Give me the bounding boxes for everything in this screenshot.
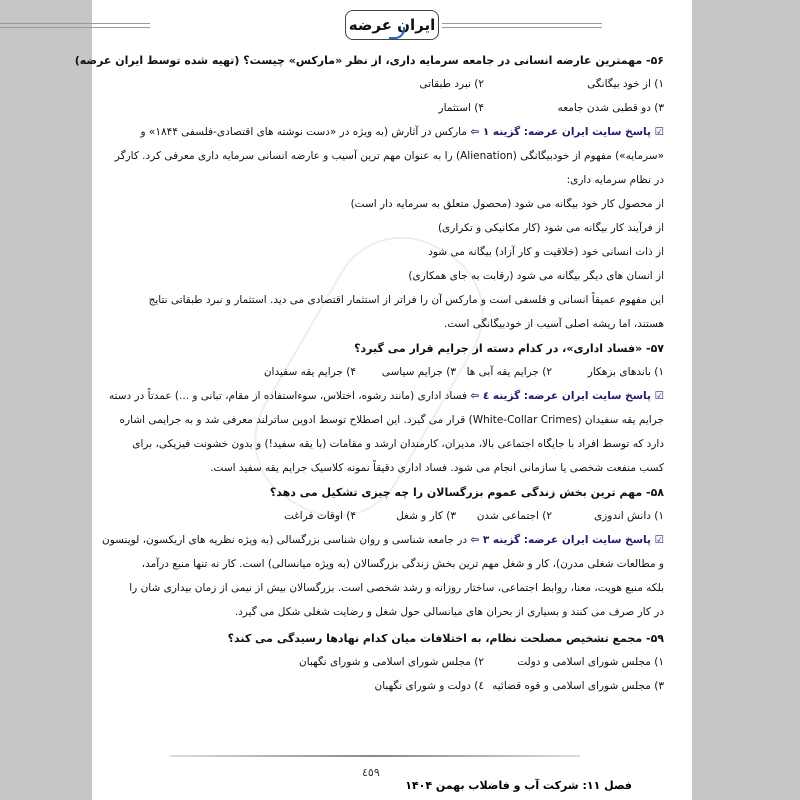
question-59-option-2: ۲) مجلس شورای اسلامی و شورای نگهبان <box>299 656 484 668</box>
page-header <box>92 0 692 50</box>
question-59-option-1: ۱) مجلس شورای اسلامی و دولت <box>517 656 664 668</box>
question-57-title: ۵۷- «فساد اداری»، در کدام دسته از جرایم قرار می گیرد؟ <box>354 342 664 355</box>
answer-57-line-3: دارد که توسط افراد با جایگاه اجتماعی بالا، مدیران، کارمندان ارشد و مقامات (با یقه سفید!) و بدون خشونت فیزیکی، برای <box>132 438 664 450</box>
answer-56-line-1: مارکس در آثارش (به ویژه در «دست نوشته های اقتصادی-فلسفی ۱۸۴۴» و <box>140 126 468 138</box>
question-57-option-4: ۴) جرایم یقه سفیدان <box>263 366 356 378</box>
question-56-title: ۵۶- مهمترین عارضه انسانی در جامعه سرمایه داری، از نظر «مارکس» چیست؟ (تهیه شده توسط ایران عرضه) <box>74 54 664 67</box>
answer-57-line-4: کسب منفعت شخصی یا سازمانی انجام می شود. فساد اداری دقیقاً نمونه کلاسیک جرایم یقه سفید است. <box>210 462 664 474</box>
footer-rule <box>170 755 580 757</box>
answer-57-label: ☑ پاسخ سایت ایران عرضه: گزینه ٤ ⇦ <box>470 390 664 402</box>
answer-58 <box>102 534 664 546</box>
question-59-option-4: ٤) دولت و شورای نگهبان <box>374 680 484 692</box>
question-56-option-1: ۱) از خود بیگانگی <box>587 78 664 90</box>
header-rule-left <box>0 23 150 28</box>
brand-logo <box>345 10 439 40</box>
answer-56-line-5: از فرآیند کار بیگانه می شود (کار مکانیکی و تکراری) <box>437 222 664 234</box>
answer-56-line-8: این مفهوم عمیقاً انسانی و فلسفی است و مارکس آن را فراتر از استثمار اقتصادی می دید. استثمار و نبرد طبقاتی نتایج <box>148 294 664 306</box>
question-57-option-3: ۳) جرایم سیاسی <box>381 366 456 378</box>
question-56-option-4: ۴) استثمار <box>438 102 484 114</box>
answer-56-line-3: در نظام سرمایه داری: <box>566 174 664 186</box>
header-rule-right <box>442 23 602 28</box>
answer-57-line-2: جرایم یقه سفیدان (White-Collar Crimes) قرار می گیرد. این اصطلاح توسط ادوین ساترلند معرفی شد و به جرایمی اشاره <box>119 414 664 426</box>
question-57-option-1: ۱) باندهای بزهکار <box>587 366 664 378</box>
document-page <box>74 0 692 800</box>
question-56-option-2: ۲) نبرد طبقاتی <box>419 78 484 90</box>
answer-58-line-3: بلکه منبع هویت، معنا، روابط اجتماعی، ساختار روزانه و رشد شخصی است. بزرگسالان بیش از نیمی از زمان بیداری شان را <box>129 582 664 594</box>
answer-56-line-2: «سرمایه») مفهوم از خودبیگانگی (Alienation) را به عنوان مهم ترین آسیب و عارضه انسانی سرمایه داری معرفی کرد. کارگر <box>114 150 664 162</box>
question-58-option-3: ۳) کار و شغل <box>396 510 456 522</box>
answer-58-line-4: در کار صرف می کنند و بسیاری از بحران های میانسالی حول شغل و رضایت شغلی شکل می گیرد. <box>234 606 664 618</box>
question-57-option-2: ۲) جرایم یقه آبی ها <box>466 366 552 378</box>
answer-56-line-6: از ذات انسانی خود (خلاقیت و کار آزاد) بیگانه می شود <box>428 246 664 258</box>
answer-58-label: ☑ پاسخ سایت ایران عرضه: گزینه ۳ ⇦ <box>470 534 664 546</box>
answer-58-line-1: در جامعه شناسی و روان شناسی بزرگسالی (به ویژه نظریه های اریکسون، لوینسون <box>102 534 468 546</box>
question-59-option-3: ۳) مجلس شورای اسلامی و قوه قضائیه <box>492 680 664 692</box>
answer-56-line-7: از انسان های دیگر بیگانه می شود (رقابت به جای همکاری) <box>408 270 664 282</box>
answer-57 <box>109 390 664 402</box>
answer-56 <box>140 126 664 138</box>
question-58-option-4: ۴) اوقات فراغت <box>283 510 356 522</box>
logo-text: ایران عرضه <box>348 16 436 34</box>
answer-57-line-1: فساد اداری (مانند رشوه، اختلاس، سوءاستفاده از مقام، تبانی و ...) عمدتاً در دسته <box>108 390 468 402</box>
answer-56-label: ☑ پاسخ سایت ایران عرضه: گزینه ۱ ⇦ <box>470 126 664 138</box>
question-59-title: ۵۹- مجمع تشخیص مصلحت نظام، به اختلافات میان کدام نهادها رسیدگی می کند؟ <box>227 632 664 645</box>
chapter-title: فصل ۱۱: شرکت آب و فاضلاب بهمن ۱۴۰۴ <box>405 779 632 792</box>
answer-56-line-4: از محصول کار خود بیگانه می شود (محصول متعلق به سرمایه دار است) <box>350 198 664 210</box>
logo-arrow-icon <box>389 27 405 39</box>
question-58-title: ۵۸- مهم ترین بخش زندگی عموم بزرگسالان را چه چیزی تشکیل می دهد؟ <box>269 486 664 499</box>
page-number: ٤٥٩ <box>362 766 380 779</box>
question-58-option-1: ۱) دانش اندوزی <box>593 510 664 522</box>
answer-56-line-9: هستند، اما ریشه اصلی آسیب از خودبیگانگی است. <box>444 318 664 330</box>
question-56-option-3: ۳) دو قطبی شدن جامعه <box>557 102 664 114</box>
question-58-option-2: ۲) اجتماعی شدن <box>476 510 552 522</box>
answer-58-line-2: و مطالعات شغلی مدرن)، کار و شغل مهم ترین بخش زندگی بزرگسالان (به ویژه میانسالی) است. کار نه تنها منبع درآمد، <box>141 558 664 570</box>
